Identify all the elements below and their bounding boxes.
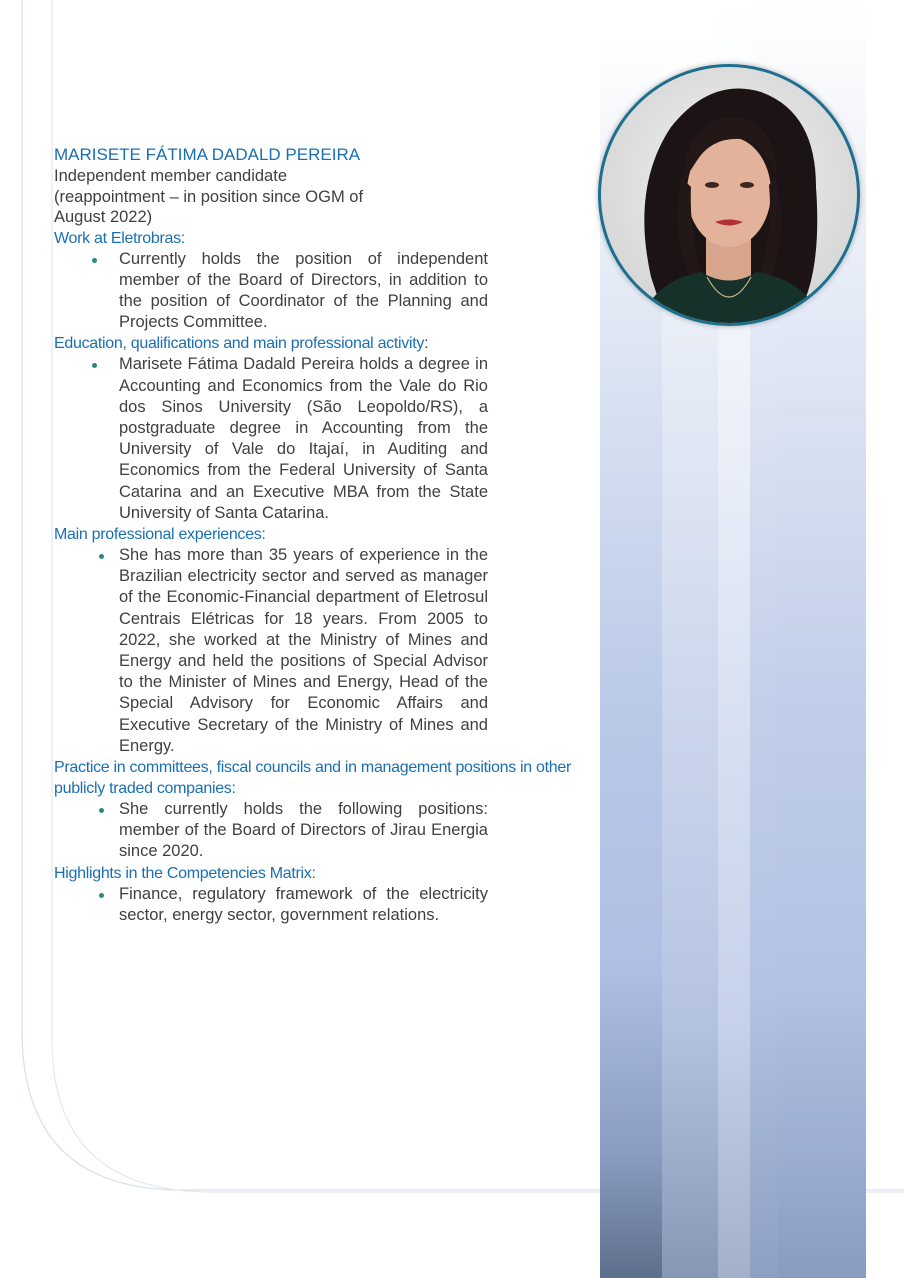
list-item-text: She currently holds the following positions: member of the Board of Directors of Jirau Energia since 2020. [119, 799, 488, 861]
list-experience [54, 545, 594, 757]
bullet-icon [99, 554, 104, 559]
list-item [119, 249, 488, 334]
list-item-text: Marisete Fátima Dadald Pereira holds a degree in Accounting and Economics from the Vale do Rio dos Sinos University (São Leopoldo/RS), a postgraduate degree in Accounting from the University of Vale do Itajaí, in Auditing and Economics from the Federal University of Santa Catarina and an Executive MBA from the State University of Santa Catarina. [119, 355, 488, 522]
bullet-icon [92, 363, 97, 368]
list-committees [54, 799, 594, 863]
portrait-photo [598, 64, 860, 326]
heading-education-text: Education, qualifications and main professional activity [54, 335, 425, 353]
list-item [119, 799, 488, 863]
list-item [119, 884, 488, 926]
bullet-icon [99, 893, 104, 898]
list-item-text: Currently holds the position of independent member of the Board of Directors, in addition to the position of Coordinator of the Planning and Projects Committee. [119, 249, 488, 332]
heading-work: Work at Eletrobras: [54, 229, 185, 247]
heading-colon: : [424, 335, 429, 353]
heading-committees: Practice in committees, fiscal councils and in management positions in other publicly traded companies: [54, 758, 572, 797]
list-highlights [54, 884, 594, 926]
list-education [54, 354, 594, 524]
heading-highlights: Highlights in the Competencies Matrix: [54, 864, 316, 882]
heading-education [54, 333, 594, 354]
candidate-name: MARISETE FÁTIMA DADALD PEREIRA [54, 145, 361, 164]
bullet-icon [92, 258, 97, 263]
list-item-text: She has more than 35 years of experience in the Brazilian electricity sector and served as manager of the Economic-Financial department of Eletrosul Centrais Elétricas for 18 years. From 2005 to 2022, she worked at the Ministry of Mines and Energy and held the positions of Special Advisor to the Minister of Mines and Energy, Head of the Special Advisory for Economic Affairs and Executive Secretary of the Ministry of Mines and Energy. [119, 545, 488, 755]
list-work [54, 249, 594, 334]
candidate-subtitle: Independent member candidate (reappointment – in position since OGM of August 2022) [54, 167, 364, 226]
candidate-profile [54, 144, 594, 926]
list-item [119, 545, 488, 757]
heading-experience: Main professional experiences: [54, 525, 266, 543]
portrait-illustration [601, 67, 857, 323]
list-item [119, 354, 488, 524]
bullet-icon [99, 808, 104, 813]
list-item-text: Finance, regulatory framework of the electricity sector, energy sector, government relations. [119, 884, 488, 924]
